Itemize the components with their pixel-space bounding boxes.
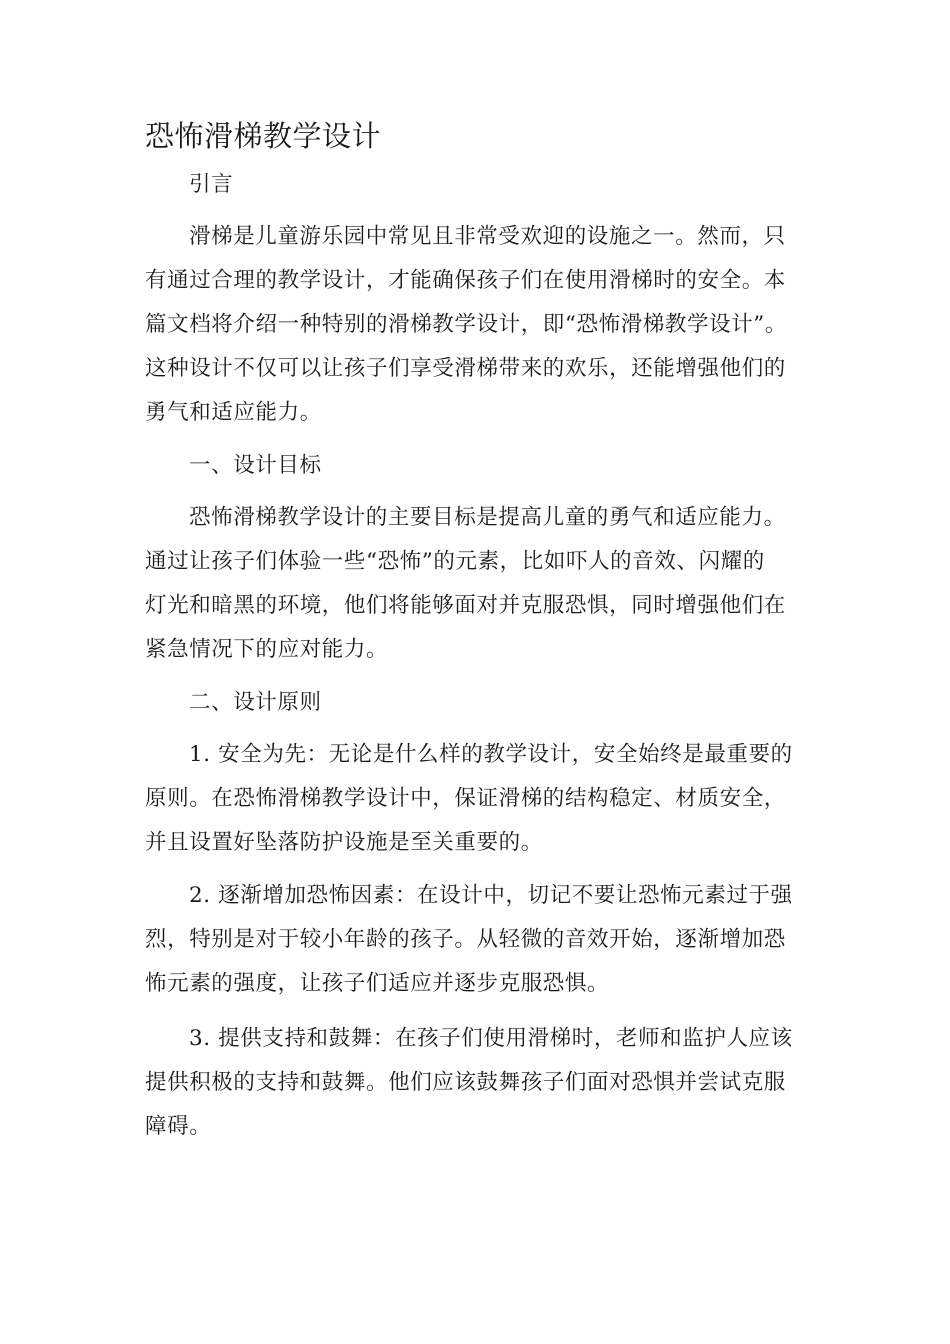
principle-1 — [145, 740, 810, 872]
paragraph-line: 勇气和适应能力。 — [145, 400, 322, 425]
paragraph-line: 紧急情况下的应对能力。 — [145, 637, 389, 662]
intro-paragraph — [145, 222, 810, 442]
paragraph-line: 3. 提供支持和鼓舞：在孩子们使用滑梯时，老师和监护人应该 — [189, 1026, 793, 1051]
paragraph-line: 2. 逐渐增加恐怖因素：在设计中，切记不要让恐怖元素过于强 — [189, 883, 793, 908]
principle-3 — [145, 1024, 810, 1156]
paragraph-line: 原则。在恐怖滑梯教学设计中，保证滑梯的结构稳定、材质安全， — [145, 786, 786, 811]
paragraph-line: 障碍。 — [145, 1114, 212, 1139]
heading-text: 引言 — [189, 172, 234, 197]
paragraph-line: 并且设置好坠落防护设施是至关重要的。 — [145, 830, 543, 855]
paragraph-line: 滑梯是儿童游乐园中常见且非常受欢迎的设施之一。然而，只 — [189, 224, 786, 249]
paragraph-line: 怖元素的强度，让孩子们适应并逐步克服恐惧。 — [145, 971, 610, 996]
section1-paragraph — [145, 503, 810, 679]
paragraph-line: 这种设计不仅可以让孩子们享受滑梯带来的欢乐，还能增强他们的 — [145, 356, 786, 381]
section2-heading — [145, 688, 810, 732]
paragraph-line: 有通过合理的教学设计，才能确保孩子们在使用滑梯时的安全。本 — [145, 268, 786, 293]
heading-text: 一、设计目标 — [189, 453, 322, 478]
paragraph-line: 通过让孩子们体验一些“恐怖”的元素，比如吓人的音效、闪耀的 — [145, 549, 765, 574]
paragraph-line: 烈，特别是对于较小年龄的孩子。从轻微的音效开始，逐渐增加恐 — [145, 927, 786, 952]
intro-heading — [145, 170, 810, 214]
paragraph-line: 恐怖滑梯教学设计的主要目标是提高儿童的勇气和适应能力。 — [189, 505, 786, 530]
paragraph-line: 篇文档将介绍一种特别的滑梯教学设计，即“恐怖滑梯教学设计”。 — [145, 312, 787, 337]
paragraph-line: 1. 安全为先：无论是什么样的教学设计，安全始终是最重要的 — [189, 742, 793, 767]
paragraph-line: 提供积极的支持和鼓舞。他们应该鼓舞孩子们面对恐惧并尝试克服 — [145, 1070, 786, 1095]
paragraph-line: 灯光和暗黑的环境，他们将能够面对并克服恐惧，同时增强他们在 — [145, 593, 786, 618]
document-title: 恐怖滑梯教学设计 — [145, 119, 382, 153]
section1-heading — [145, 451, 810, 495]
principle-2 — [145, 881, 810, 1013]
heading-text: 二、设计原则 — [189, 690, 322, 715]
